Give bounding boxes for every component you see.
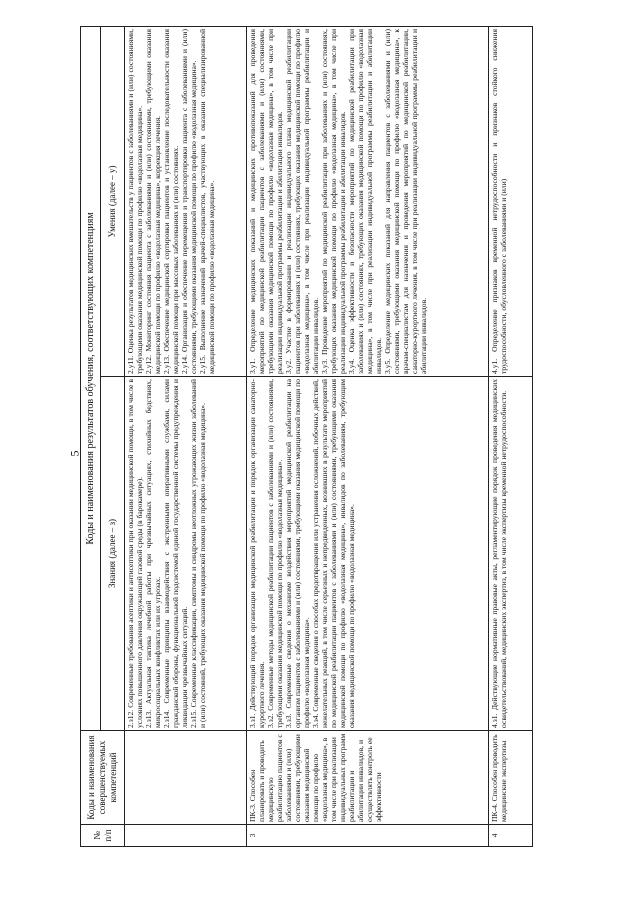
table-row [489,26,533,846]
skills-cell [489,26,533,376]
skill-item: 4.у1. Определение признаков временной нетрудоспособности и признаков стойкого снижения трудоспособности, обусловленного с заболеваниями и (или) [490,28,508,374]
knowledge-item: 2.з14. Современные принципы взаимодействия с экстренными оперативными службами, силами гражданской обороны, функциональной подсистемой единой государственной системы предупреждения и ликвидации чрезвычайных ситуаций. [162,379,189,728]
row-number: 4 [489,825,533,847]
rotated-page-content [80,27,542,847]
skill-item: 3.у4. Оценка эффективности и безопасности мероприятий по медицинской реабилитации при заболеваниях и (или) состояниях, требующих оказания медицинской помощи по профилю «водолазная медицина», в том числе при реализации индивидуальной программы реабилитации и абилитации инвалидов. [347,28,383,374]
knowledge-cell [489,377,533,731]
table-row [125,26,247,846]
skill-item: 3.у2. Участие в формировании и реализации индивидуального плана медицинской реабилитации пациентов при заболеваниях и (или) состояниях, требующих оказания медицинской помощи по профилю «водолазная медицина», в том числе при реализации индивидуальной программы реабилитации и абилитации инвалидов. [284,28,320,374]
skill-item: 2.у15. Выполнение назначений врачей-специалистов, участвующих в оказании специализированной медицинской помощи по профилю «водолазная медицина». [198,28,216,374]
row-number [125,825,247,847]
header-knowledge: Знания (далее – з) [101,377,125,731]
skill-item: 2.у11. Оценка результатов медицинских вмешательств у пациентов с заболеваниями и (или) состояниями, требующими оказания медицинской помощи по профилю «водолазная медицина». [126,28,144,374]
knowledge-item: 4.з1. Действующие нормативные правовые акты, регламентирующие порядок проведения медицинских освидетельствований, медицинских экспертиз, в том числе экспертизы временной нетрудоспособности. [490,379,508,728]
knowledge-item: 2.з15. Современные классификации, симптомы и синдромы неотложных угрожающих жизни заболеваний и (или) состояний, требующих оказания медицинской помощи по профилю «водолазная медицина». [189,379,207,728]
skill-item: 2.у13. Обеспечение медицинской сортировки пациентов и установление последовательности оказания медицинской помощи при массовых заболеваниях и (или) состояниях. [162,28,180,374]
knowledge-cell [247,377,489,731]
page-number: 5 [67,450,82,457]
skill-item: 3.у5. Определение медицинских показаний для направления пациентов с заболеваниями и (или) состояниями, требующими оказания медицинской помощи по профилю «водолазная медицина», к врачам-специалистам для назначения и проведения мероприятий по медицинской реабилитации, санаторно-курортного лечения, в том числе при реализации индивидуальной программы реабилитации и абилитации инвалидов. [383,28,428,374]
skills-cell [247,26,489,376]
header-results: Коды и наименования результатов обучения, соответствующих компетенциям [81,26,101,730]
knowledge-item: 3.з3. Современные сведения о механизме воздействия мероприятий медицинской реабилитации на организм пациентов с заболеваниями и (или) состояниями, требующими оказания медицинской помощи по профилю «водолазная медицина». [284,379,311,728]
knowledge-item: 2.з12. Современные требования асептики и антисептики при оказании медицинской помощи, в том числе в условиях повышенного давления окружающей газовой среды (в барокамере). [126,379,144,728]
knowledge-item: 3.з1. Действующий порядок организации медицинской реабилитации и порядок организации санаторно-курортного лечения. [248,379,266,728]
skills-cell [125,26,247,376]
header-skills: Умения (далее – у) [101,26,125,376]
knowledge-item: 3.з2. Современные методы медицинской реабилитации пациентов с заболеваниями и (или) состояниями, требующими оказания медицинской помощи по профилю «водолазная медицина». [266,379,284,728]
table-row [247,26,489,846]
competence-cell [125,731,247,825]
header-num: № п/п [81,825,125,847]
row-number: 3 [247,825,489,847]
header-competence: Коды и наименования совершенствуемых компетенций [81,731,125,825]
skill-item: 2.у14. Организация и обеспечение перемещения и транспортировки пациента с заболеваниями и (или) состояниями, требующими оказания медицинской помощи по профилю «водолазная медицина». [180,28,198,374]
knowledge-cell [125,377,247,731]
competence-table [80,26,533,847]
knowledge-item: 2.з13. Актуальная тактика лечебной работы при чрезвычайных ситуациях, стихийных бедствиях, микросоциальных конфликтах или их угрозах. [144,379,162,728]
skill-item: 2.у12. Мониторинг состояния пациента с заболеваниями и (или) состояниями, требующими оказания медицинской помощи по профилю «водолазная медицина», коррекция лечения. [144,28,162,374]
competence-cell: ПК-4. Способен проводить медицинские экспертизы [489,731,533,825]
competence-cell: ПК-3. Способен планировать и проводить медицинскую реабилитацию пациентов с заболеваниями и (или) состояниями, требующими оказания медицинской помощи по профилю «водолазная медицина», в том числе при реализации индивидуальных программ реабилитации и абилитации инвалидов, и осуществлять контроль ее эффективности [247,731,489,825]
skill-item: 3.у1. Определение медицинских показаний и медицинских противопоказаний для проведения мероприятий по медицинской реабилитации пациентов с заболеваниями и (или) состояниями, требующими оказания медицинской помощи по профилю «водолазная медицина», в том числе при реализации индивидуальной программы реабилитации и абилитации инвалидов. [248,28,284,374]
skill-item: 3.у3. Проведение мероприятий по медицинской реабилитации при заболеваниях и (или) состояниях, требующих оказания медицинской помощи по профилю «водолазная медицина», в том числе при реализации индивидуальной программы реабилитации и абилитации инвалидов. [320,28,347,374]
knowledge-item: 3.з4. Современные сведения о способах предотвращения или устранения осложнений, побочных действий, нежелательных реакций, в том числе серьезных и непредвиденных, возникших в результате мероприятий по медицинской реабилитации пациентов с заболеваниями и (или) состояниями, требующими оказания медицинской помощи по профилю «водолазная медицина», инвалидов по заболеваниям, требующим оказания медицинской помощи по профилю «водолазная медицина». [311,379,356,728]
